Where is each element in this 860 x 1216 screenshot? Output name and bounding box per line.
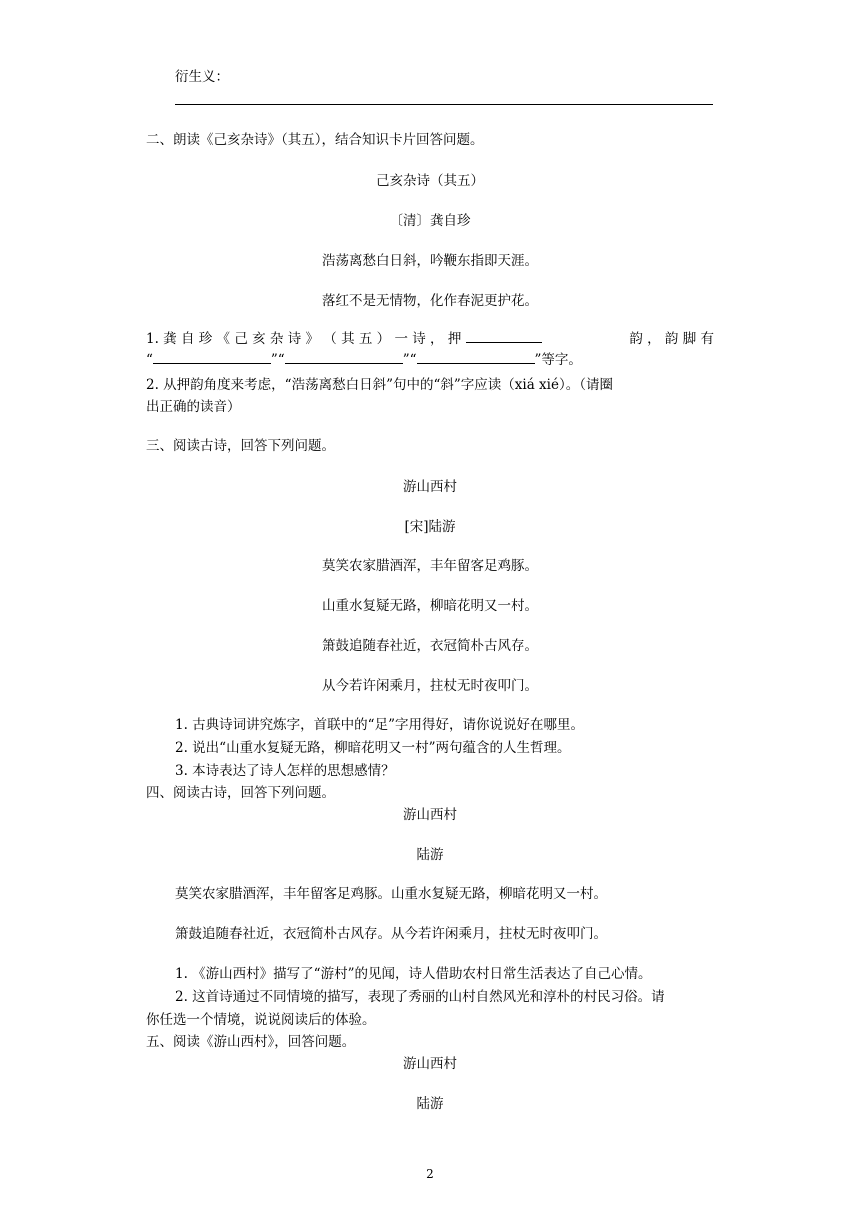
poem-title: 游山西村	[403, 1056, 457, 1072]
poem-author: [宋]陆游	[404, 519, 456, 535]
question-text: 韵 ， 韵 脚 有	[629, 331, 714, 347]
poem-title: 己亥杂诗（其五）	[376, 173, 484, 189]
derived-meaning-label: 衍生义：	[175, 69, 229, 85]
poem-author: 陆游	[416, 1096, 444, 1112]
question-text: 1. 龚 自 珍 《 己 亥 杂 诗 》 （ 其 五 ） 一 诗 ， 押	[146, 331, 462, 347]
poem-line: 莫笑农家腊酒浑，丰年留客足鸡豚。山重水复疑无路，柳暗花明又一村。	[175, 886, 607, 902]
poem-line: 箫鼓追随春社近，衣冠简朴古风存。	[322, 638, 538, 654]
question: 1. 《游山西村》描写了“游村”的见闻，诗人借助农村日常生活表达了自己心情。	[175, 966, 652, 982]
question-2-cont: 出正确的读音）	[146, 399, 241, 415]
answer-line	[175, 104, 713, 105]
question-1	[146, 330, 714, 348]
poem-line: 山重水复疑无路，柳暗花明又一村。	[322, 598, 538, 614]
poem-author: 陆游	[416, 847, 444, 863]
section-5-heading: 五、阅读《游山西村》，回答问题。	[146, 1034, 356, 1050]
quote-mark: ”“	[402, 352, 417, 368]
question-cont: 你任选一个情境，说说阅读后的体验。	[146, 1012, 376, 1028]
question: 1. 古典诗词讲究炼字，首联中的“足”字用得好，请你说说好在哪里。	[175, 717, 584, 733]
poem-author: 〔清〕龚自珍	[389, 213, 471, 229]
answer-blank[interactable]	[466, 330, 542, 343]
answer-blank[interactable]	[417, 351, 535, 364]
question-1-cont	[146, 351, 582, 369]
quote-mark: ”“	[270, 352, 285, 368]
poem-line: 箫鼓追随春社近，衣冠简朴古风存。从今若许闲乘月，拄杖无时夜叩门。	[175, 926, 607, 942]
poem-line: 落红不是无情物，化作春泥更护花。	[322, 293, 538, 309]
section-3-heading: 三、阅读古诗，回答下列问题。	[146, 438, 335, 454]
page-number: 2	[426, 1167, 434, 1181]
question: 3. 本诗表达了诗人怎样的思想感情？	[175, 763, 395, 779]
poem-line: 莫笑农家腊酒浑，丰年留客足鸡豚。	[322, 558, 538, 574]
question-text: ”等字。	[534, 352, 582, 368]
section-2-heading: 二、朗读《己亥杂诗》（其五），结合知识卡片回答问题。	[146, 132, 484, 148]
section-4-heading: 四、阅读古诗，回答下列问题。	[146, 785, 335, 801]
answer-blank[interactable]	[285, 351, 403, 364]
question: 2. 这首诗通过不同情境的描写，表现了秀丽的山村自然风光和淳朴的村民习俗。请	[175, 989, 665, 1005]
quote-mark: “	[146, 352, 153, 368]
answer-blank[interactable]	[153, 351, 271, 364]
poem-title: 游山西村	[403, 479, 457, 495]
question-2: 2. 从押韵角度来考虑，“浩荡离愁白日斜”句中的“斜”字应读（xiá xié）。（请圈	[146, 377, 613, 393]
question: 2. 说出“山重水复疑无路，柳暗花明又一村”两句蕴含的人生哲理。	[175, 740, 571, 756]
poem-line: 浩荡离愁白日斜，吟鞭东指即天涯。	[322, 253, 538, 269]
poem-title: 游山西村	[403, 807, 457, 823]
poem-line: 从今若许闲乘月，拄杖无时夜叩门。	[322, 678, 538, 694]
